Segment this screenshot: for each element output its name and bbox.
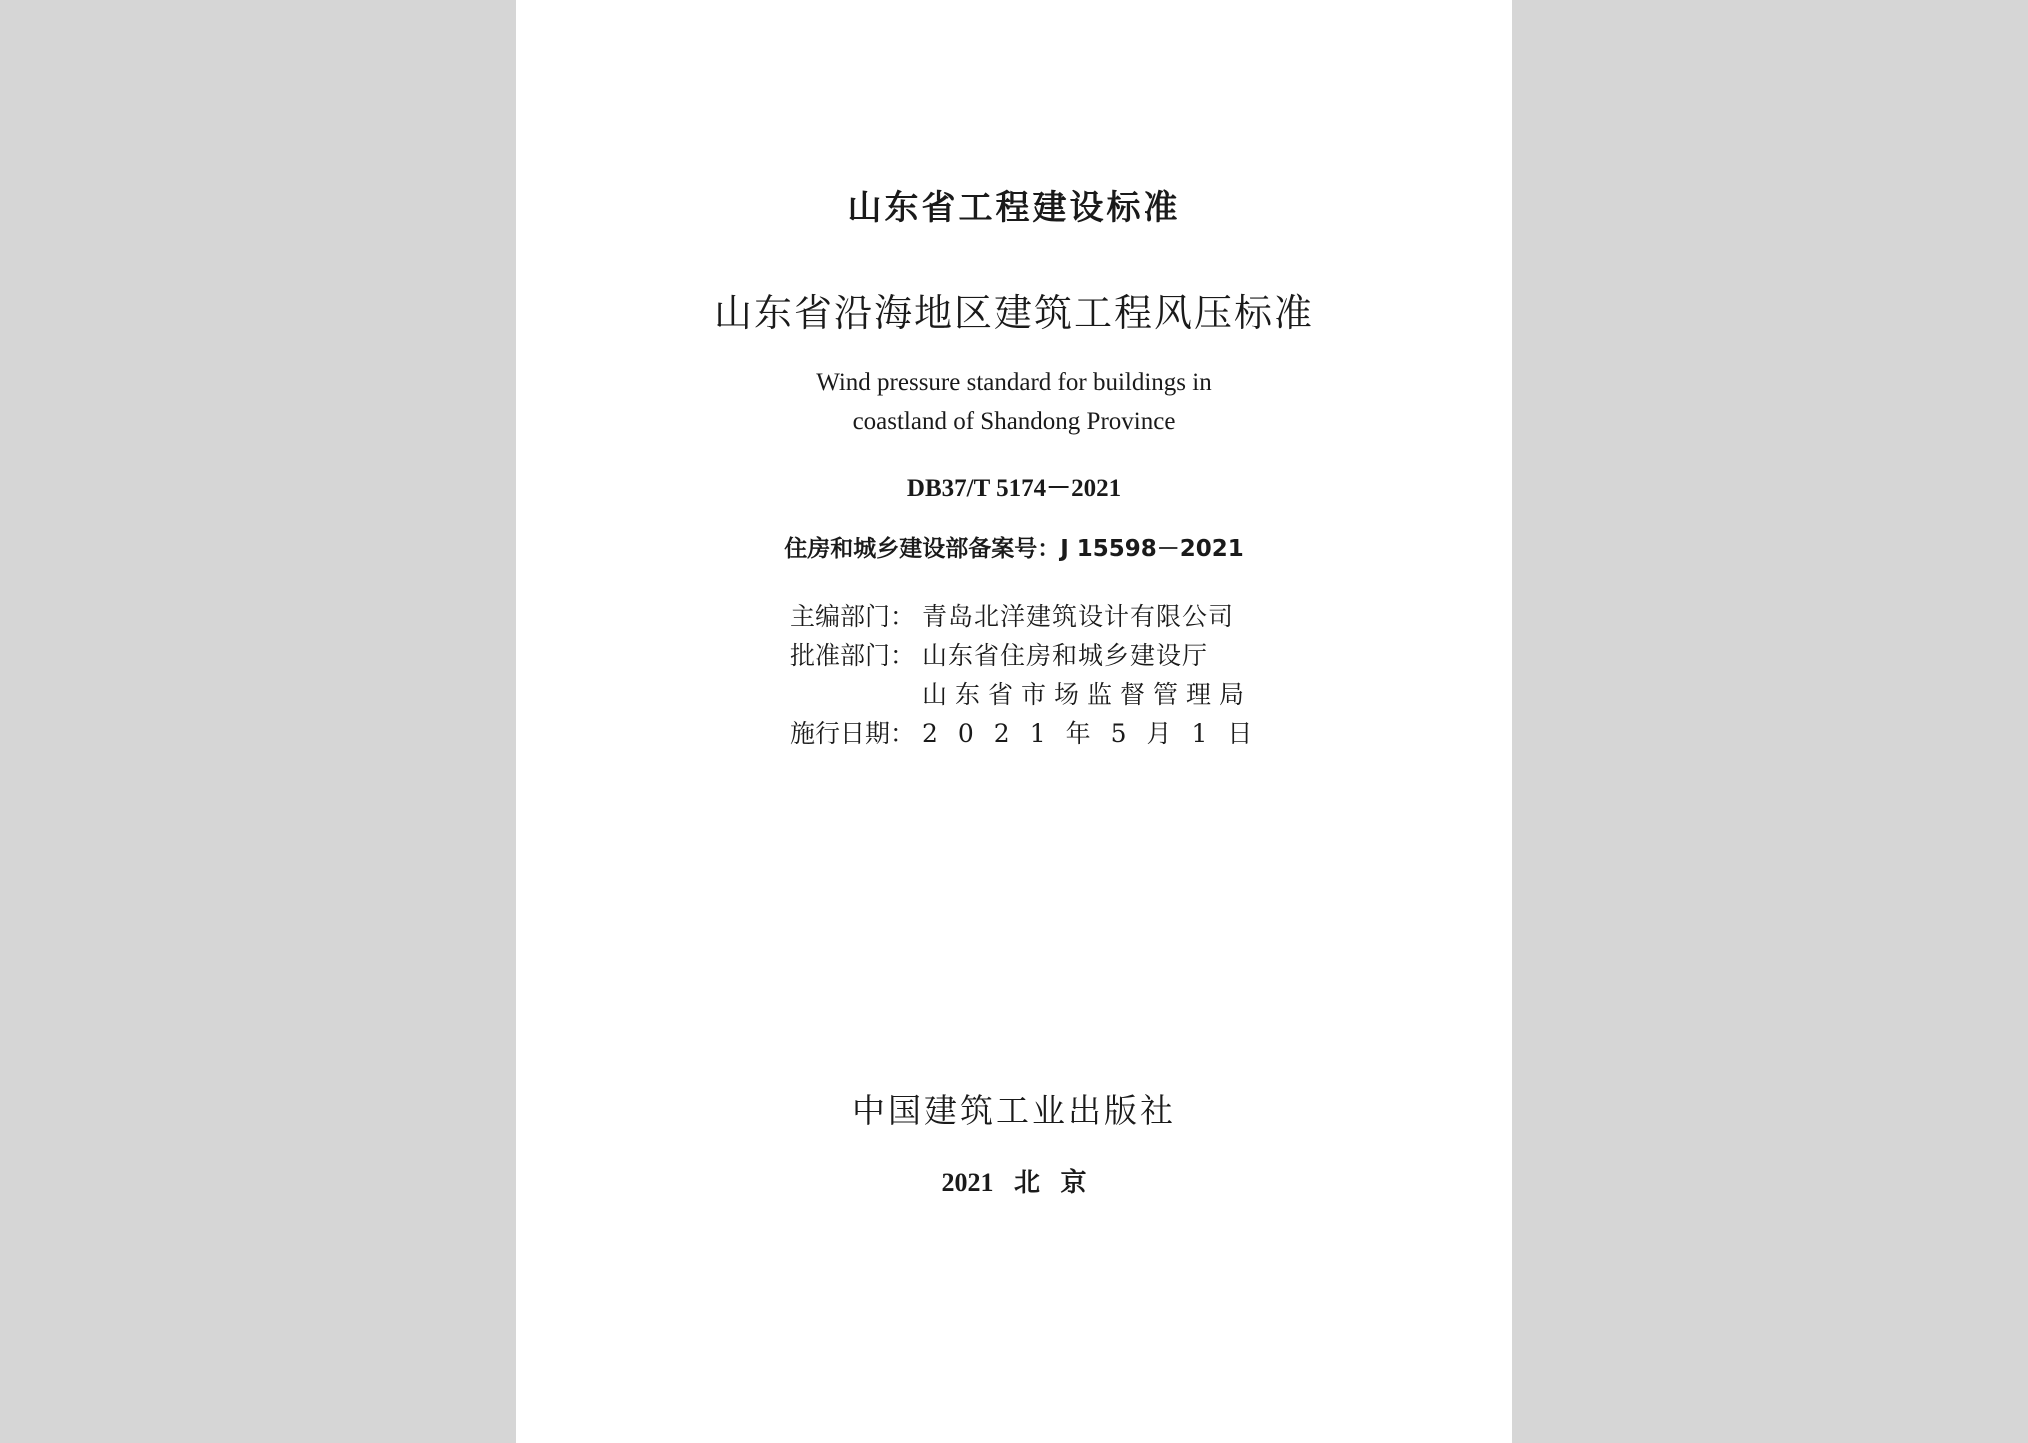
effective-date-value: 2021年5月1日 xyxy=(922,719,1273,748)
chinese-title: 山东省沿海地区建筑工程风压标准 xyxy=(713,291,1314,335)
english-title-line-2: coastland of Shandong Province xyxy=(852,408,1176,435)
document-page xyxy=(516,0,1512,1443)
record-number: 住房和城乡建设部备案号：J 15598－2021 xyxy=(784,536,1244,562)
editor-row xyxy=(790,597,1272,636)
info-block xyxy=(790,597,1272,753)
approver-row-2 xyxy=(790,675,1272,714)
approver-label: 批准部门： xyxy=(790,641,916,670)
series-title: 山东省工程建设标准 xyxy=(847,188,1181,228)
approver-row xyxy=(790,636,1272,675)
publisher-name: 中国建筑工业出版社 xyxy=(852,1091,1176,1130)
approver-value-1: 山东省住房和城乡建设厅 xyxy=(922,641,1209,670)
editor-value: 青岛北洋建筑设计有限公司 xyxy=(922,602,1235,631)
info-label-spacer xyxy=(790,675,922,714)
english-title-line-1: Wind pressure standard for buildings in xyxy=(816,369,1212,396)
english-title xyxy=(516,363,1512,441)
effective-date-label: 施行日期： xyxy=(790,719,916,748)
editor-label: 主编部门： xyxy=(790,602,916,631)
effective-date-row xyxy=(790,714,1272,753)
approver-value-2: 山东省市场监督管理局 xyxy=(922,680,1253,709)
publication-year-place: 2021 北 京 xyxy=(941,1168,1087,1197)
standard-code: DB37/T 5174－2021 xyxy=(906,475,1122,502)
